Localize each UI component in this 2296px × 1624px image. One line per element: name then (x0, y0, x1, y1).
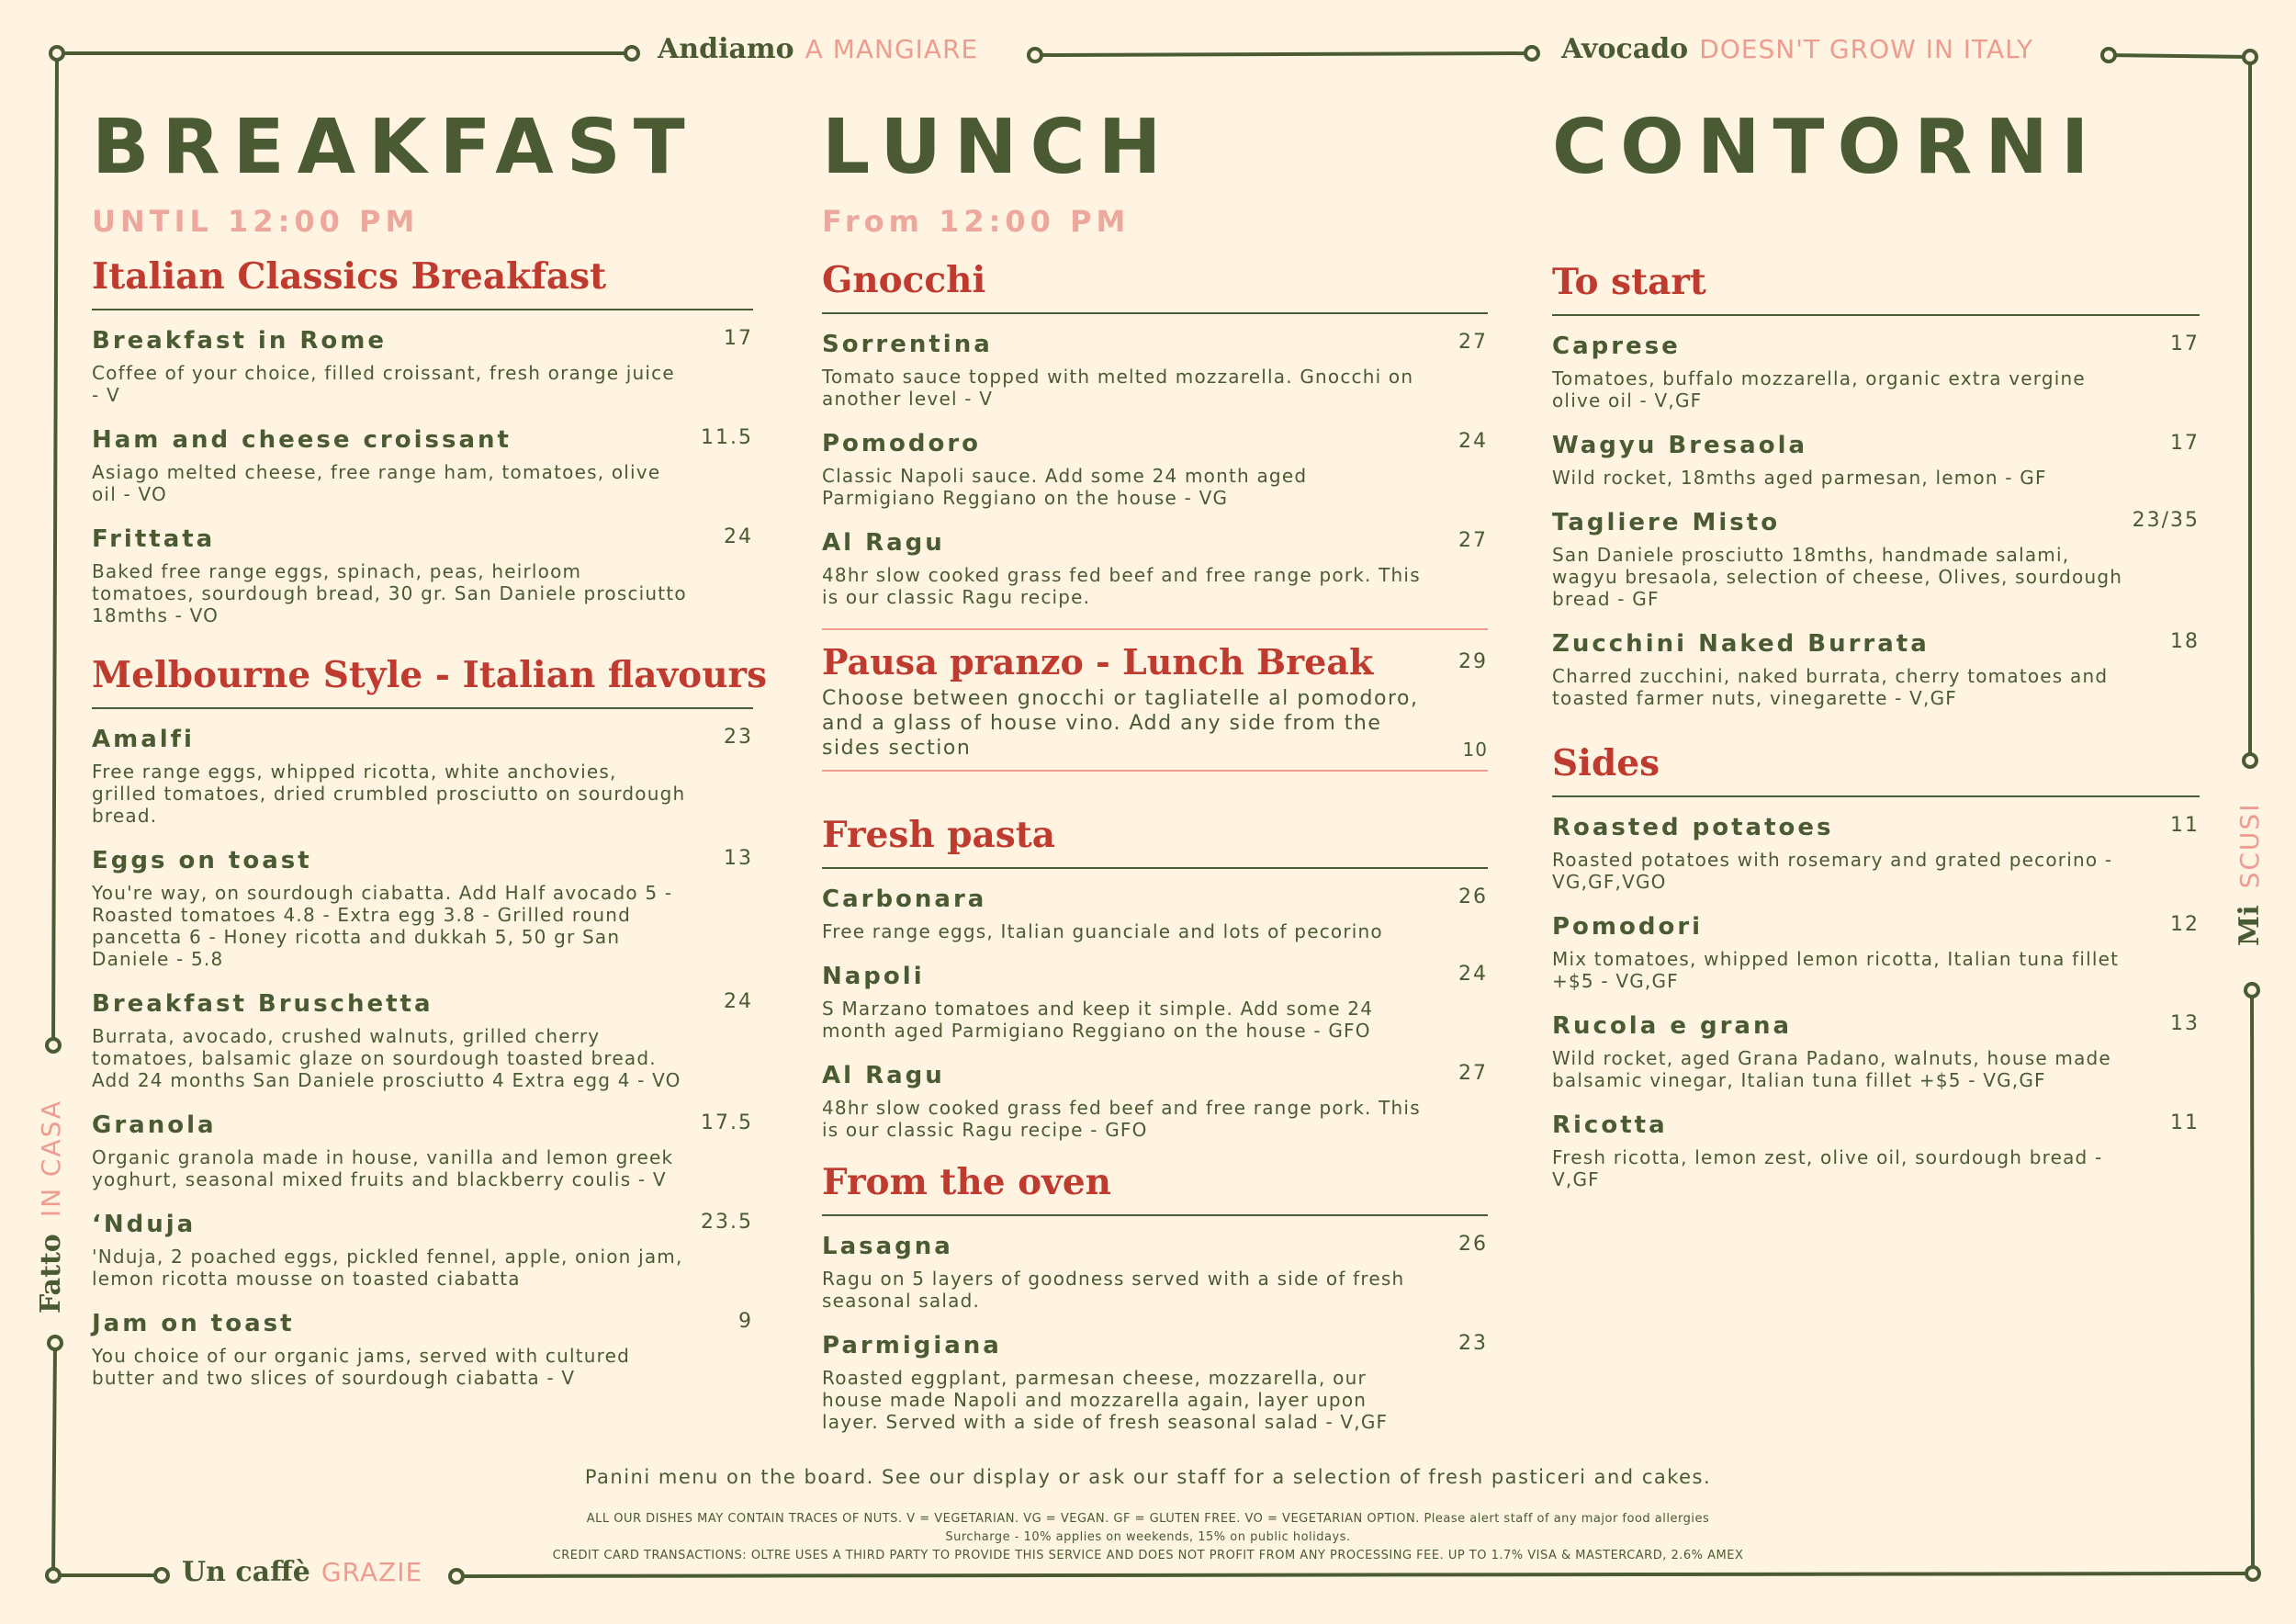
item-price: 18 (2170, 630, 2200, 653)
menu-item (1552, 333, 2200, 412)
item-name: Eggs on toast (92, 847, 312, 874)
item-price: 23 (724, 726, 753, 749)
menu-item (92, 1111, 753, 1190)
item-price: 26 (1458, 885, 1488, 908)
item-price: 17 (2170, 333, 2200, 355)
item-description: Wild rocket, aged Grana Padano, walnuts, house made balsamic vinegar, Italian tuna fillet +$5 - VG,GF (1552, 1047, 2111, 1091)
surcharge-note: Surcharge - 10% applies on weekends, 15% on public holidays. (945, 1530, 1351, 1544)
item-name: Al Ragu (822, 1062, 945, 1089)
item-description: S Marzano tomatoes and keep it simple. Add some 24 month aged Parmigiano Reggiano on the house - GFO (822, 998, 1374, 1042)
item-price: 24 (724, 525, 753, 548)
section-title: To start (1552, 261, 2200, 316)
breakfast-heading: BREAKFAST (92, 104, 698, 191)
lunch-column (822, 104, 1488, 1453)
item-description: Tomato sauce topped with melted mozzarella. Gnocchi on another level - V (822, 366, 1414, 410)
menu-item (92, 726, 753, 827)
lunch-break-side-price: 10 (1462, 739, 1488, 761)
breakfast-sections (92, 255, 768, 1389)
lunch-hours: From 12:00 PM (822, 204, 1131, 239)
item-description: Asiago melted cheese, free range ham, tomatoes, olive oil - VO (92, 461, 661, 505)
menu-item (822, 331, 1488, 410)
item-name: Pomodori (1552, 913, 1704, 941)
section-title: Melbourne Style - Italian flavours (92, 654, 753, 709)
item-description: Mix tomatoes, whipped lemon ricotta, Italian tuna fillet +$5 - VG,GF (1552, 948, 2120, 992)
item-price: 17 (2170, 432, 2200, 455)
section-title: From the oven (822, 1161, 1488, 1216)
fresh-pasta-list (822, 814, 1488, 1141)
oven-list (822, 1161, 1488, 1433)
sides-list (1552, 742, 2200, 1190)
to-start-section (1552, 261, 2200, 709)
item-description: 48hr slow cooked grass fed beef and free range pork. This is our classic Ragu recipe - GFO (822, 1097, 1421, 1141)
menu-item (822, 885, 1488, 942)
item-name: Ricotta (1552, 1111, 1668, 1139)
item-price: 24 (724, 990, 753, 1013)
sides-section (1552, 742, 2200, 1190)
menu-item (1552, 509, 2200, 610)
menu-item (92, 990, 753, 1091)
item-description: Free range eggs, Italian guanciale and lots of pecorino (822, 920, 1383, 942)
item-name: Rucola e grana (1552, 1012, 1793, 1040)
frame-top-right-text: Avocado DOESN'T GROW IN ITALY (1561, 33, 2034, 65)
item-name: Amalfi (92, 726, 195, 753)
item-name: Roasted potatoes (1552, 814, 1834, 841)
menu-item (822, 963, 1488, 1042)
item-description: Wild rocket, 18mths aged parmesan, lemon - GF (1552, 467, 2047, 489)
lunch-break-special (822, 628, 1488, 772)
item-price: 11 (2170, 814, 2200, 837)
menu-item (822, 1233, 1488, 1312)
section-title: Sides (1552, 742, 2200, 797)
item-price: 27 (1458, 331, 1488, 354)
item-name: Ham and cheese croissant (92, 426, 512, 454)
item-description: Baked free range eggs, spinach, peas, heirloom tomatoes, sourdough bread, 30 gr. San Daniele prosciutto 18mths - VO (92, 560, 687, 626)
item-name: Napoli (822, 963, 925, 990)
fresh-pasta-section (822, 814, 1488, 1141)
gnocchi-list (822, 259, 1488, 608)
item-description: Roasted potatoes with rosemary and grated pecorino - VG,GF,VGO (1552, 849, 2113, 893)
breakfast-column (92, 104, 768, 1409)
lunch-break-description: Choose between gnocchi or tagliatelle al pomodoro, and a glass of house vino. Add any side from the sides section (822, 687, 1419, 760)
breakfast-hours: UNTIL 12:00 PM (92, 204, 420, 239)
item-name: Caprese (1552, 333, 1681, 360)
item-price: 27 (1458, 1062, 1488, 1085)
menu-item (1552, 432, 2200, 489)
contorni-column (1552, 104, 2200, 1211)
melbourne-style-section (92, 654, 768, 1389)
item-price: 23 (1458, 1332, 1488, 1355)
item-price: 13 (724, 847, 753, 870)
section-title: Fresh pasta (822, 814, 1488, 869)
menu-item (822, 529, 1488, 608)
item-price: 24 (1458, 963, 1488, 986)
frame-right-vertical-text: MiSCUSI (2234, 802, 2266, 946)
item-description: Classic Napoli sauce. Add some 24 month aged Parmigiano Reggiano on the house - VG (822, 465, 1308, 509)
item-name: ‘Nduja (92, 1211, 197, 1238)
item-name: Carbonara (822, 885, 987, 913)
item-description: Ragu on 5 layers of goodness served with a side of fresh seasonal salad. (822, 1268, 1405, 1312)
menu-item (92, 327, 753, 406)
frame-left-vertical-text: FattoIN CASA (35, 1099, 67, 1314)
menu-item (1552, 1012, 2200, 1091)
item-description: 'Nduja, 2 poached eggs, pickled fennel, apple, onion jam, lemon ricotta mousse on toasted ciabatta (92, 1246, 683, 1290)
item-description: Organic granola made in house, vanilla and lemon greek yoghurt, seasonal mixed fruits and blackberry coulis - V (92, 1146, 674, 1190)
item-price: 17 (724, 327, 753, 350)
gnocchi-section (822, 259, 1488, 608)
menu-item (92, 1310, 753, 1389)
lunch-break-price: 29 (1458, 650, 1488, 673)
menu-item (1552, 913, 2200, 992)
section-title: Gnocchi (822, 259, 1488, 314)
item-description: 48hr slow cooked grass fed beef and free range pork. This is our classic Ragu recipe. (822, 564, 1421, 608)
frame-top-left-text: Andiamo A MANGIARE (658, 33, 979, 65)
menu-item (92, 1211, 753, 1290)
menu-item (92, 847, 753, 970)
item-price: 17.5 (701, 1111, 753, 1134)
item-description: You choice of our organic jams, served with cultured butter and two slices of sourdough ciabatta - V (92, 1345, 631, 1389)
item-name: Tagliere Misto (1552, 509, 1781, 536)
item-price: 26 (1458, 1233, 1488, 1256)
menu-item (1552, 630, 2200, 709)
item-price: 23.5 (701, 1211, 753, 1234)
item-name: Frittata (92, 525, 216, 553)
item-price: 11 (2170, 1111, 2200, 1134)
section-title: Italian Classics Breakfast (92, 255, 753, 310)
item-name: Jam on toast (92, 1310, 295, 1337)
to-start-list (1552, 261, 2200, 709)
menu-item (1552, 1111, 2200, 1190)
menu-item (822, 430, 1488, 509)
card-fee-note: CREDIT CARD TRANSACTIONS: OLTRE USES A THIRD PARTY TO PROVIDE THIS SERVICE AND DOES NOT PROFIT FROM ANY PROCESSING FEE. UP TO 1.7% VISA & MASTERCARD, 2.6% AMEX (552, 1549, 1744, 1562)
item-price: 13 (2170, 1012, 2200, 1035)
item-name: Al Ragu (822, 529, 945, 557)
lunch-break-title: Pausa pranzo - Lunch Break (822, 641, 1374, 682)
item-description: Roasted eggplant, parmesan cheese, mozzarella, our house made Napoli and mozzarella again, layer upon layer. Served with a side of fresh seasonal salad - V,GF (822, 1367, 1389, 1433)
item-name: Pomodoro (822, 430, 982, 457)
frame-bottom-text: Un caffè GRAZIE (182, 1556, 423, 1588)
item-description: Fresh ricotta, lemon zest, olive oil, sourdough bread - V,GF (1552, 1146, 2103, 1190)
lunch-heading: LUNCH (822, 104, 1175, 191)
panini-note: Panini menu on the board. See our display or ask our staff for a selection of fresh pasticeri and cakes. (584, 1466, 1712, 1488)
menu-item (92, 525, 753, 626)
item-name: Wagyu Bresaola (1552, 432, 1808, 459)
item-price: 11.5 (701, 426, 753, 449)
menu-item (1552, 814, 2200, 893)
item-description: Tomatoes, buffalo mozzarella, organic extra vergine olive oil - V,GF (1552, 367, 2086, 412)
item-description: Charred zucchini, naked burrata, cherry tomatoes and toasted farmer nuts, vinegarette - V,GF (1552, 665, 2109, 709)
oven-section (822, 1161, 1488, 1433)
item-price: 23/35 (2132, 509, 2200, 532)
item-name: Zucchini Naked Burrata (1552, 630, 1930, 658)
menu-item (822, 1332, 1488, 1433)
item-price: 9 (738, 1310, 753, 1333)
item-name: Lasagna (822, 1233, 953, 1260)
item-description: Coffee of your choice, filled croissant, fresh orange juice - V (92, 362, 675, 406)
item-name: Breakfast Bruschetta (92, 990, 433, 1018)
item-name: Parmigiana (822, 1332, 1002, 1359)
menu-item (92, 426, 753, 505)
item-description: San Daniele prosciutto 18mths, handmade salami, wagyu bresaola, selection of cheese, Olives, sourdough bread - GF (1552, 544, 2123, 610)
item-name: Sorrentina (822, 331, 993, 358)
contorni-heading: CONTORNI (1552, 104, 2102, 191)
item-name: Breakfast in Rome (92, 327, 388, 355)
item-name: Granola (92, 1111, 217, 1139)
item-price: 24 (1458, 430, 1488, 453)
item-price: 27 (1458, 529, 1488, 552)
item-description: You're way, on sourdough ciabatta. Add Half avocado 5 - Roasted tomatoes 4.8 - Extra egg 3.8 - Grilled round pancetta 6 - Honey ricotta and dukkah 5, 50 gr San Daniele - 5.8 (92, 882, 673, 970)
item-description: Burrata, avocado, crushed walnuts, grilled cherry tomatoes, balsamic glaze on sourdough toasted bread. Add 24 months San Daniele prosciutto 4 Extra egg 4 - VO (92, 1025, 681, 1091)
italian-classics-section (92, 255, 753, 626)
item-description: Free range eggs, whipped ricotta, white anchovies, grilled tomatoes, dried crumbled prosciutto on sourdough bread. (92, 761, 686, 827)
allergen-note: ALL OUR DISHES MAY CONTAIN TRACES OF NUTS. V = VEGETARIAN. VG = VEGAN. GF = GLUTEN FREE. VO = VEGETARIAN OPTION. Please alert staff of any major food allergies (586, 1512, 1710, 1526)
menu-item (822, 1062, 1488, 1141)
item-price: 12 (2170, 913, 2200, 936)
